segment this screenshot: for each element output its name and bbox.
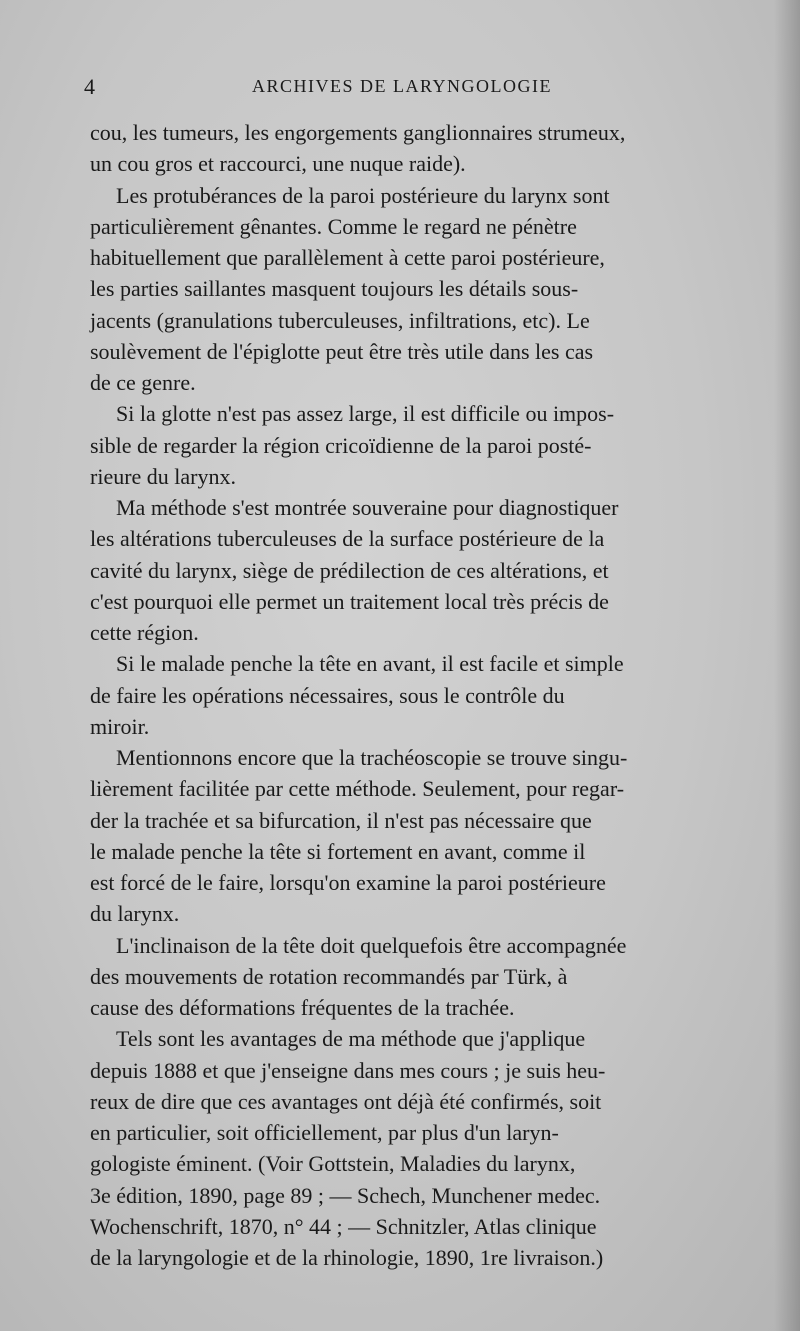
text-line: Les protubérances de la paroi postérieure du larynx sont [116, 182, 610, 208]
text-line: soulèvement de l'épiglotte peut être très utile dans les cas [90, 338, 594, 364]
text-line: lièrement facilitée par cette méthode. Seulement, pour regar- [90, 776, 625, 802]
text-line: L'inclinaison de la tête doit quelquefois être accompagnée [116, 932, 627, 958]
text-line: les parties saillantes masquent toujours les détails sous- [90, 276, 579, 302]
page-header [84, 74, 734, 104]
paragraph [90, 117, 740, 180]
body-text [90, 117, 740, 1273]
text-line: miroir. [90, 713, 150, 739]
page-edge-shadow [774, 0, 800, 1331]
text-line: Tels sont les avantages de ma méthode que j'applique [116, 1026, 586, 1052]
text-line: rieure du larynx. [90, 463, 236, 489]
text-line: cavité du larynx, siège de prédilection de ces altérations, et [90, 557, 609, 583]
text-line: Si la glotte n'est pas assez large, il est difficile ou impos- [116, 401, 615, 427]
paragraph [90, 398, 740, 492]
paragraph [90, 180, 740, 399]
text-line: depuis 1888 et que j'enseigne dans mes cours ; je suis heu- [90, 1057, 606, 1083]
text-line: cause des déformations fréquentes de la trachée. [90, 995, 515, 1020]
paragraph [90, 742, 740, 930]
text-line: habituellement que parallèlement à cette paroi postérieure, [90, 245, 605, 270]
text-line: est forcé de le faire, lorsqu'on examine la paroi postérieure [90, 870, 606, 895]
running-title: ARCHIVES DE LARYNGOLOGIE [252, 76, 552, 96]
paragraph [90, 648, 740, 742]
text-line: sible de regarder la région cricoïdienne de la paroi posté- [90, 432, 592, 458]
text-line: Wochenschrift, 1870, n° 44 ; — Schnitzler, Atlas clinique [90, 1213, 597, 1239]
text-line: 3e édition, 1890, page 89 ; — Schech, Munchener medec. [90, 1182, 601, 1208]
text-line: le malade penche la tête si fortement en avant, comme il [90, 838, 586, 864]
text-line: cette région. [90, 620, 199, 645]
text-line: reux de dire que ces avantages ont déjà été confirmés, soit [90, 1088, 602, 1114]
text-line: c'est pourquoi elle permet un traitement local très précis de [90, 588, 609, 614]
text-line: cou, les tumeurs, les engorgements ganglionnaires strumeux, [90, 120, 626, 145]
text-line: jacents (granulations tuberculeuses, infiltrations, etc). Le [90, 307, 590, 333]
paragraph [90, 492, 740, 648]
text-line: Si le malade penche la tête en avant, il est facile et simple [116, 651, 624, 677]
text-line: des mouvements de rotation recommandés par Türk, à [90, 963, 568, 989]
text-line: de ce genre. [90, 370, 196, 395]
text-line: Ma méthode s'est montrée souveraine pour diagnostiquer [116, 495, 619, 520]
page-number: 4 [84, 74, 96, 99]
text-line: de faire les opérations nécessaires, sous le contrôle du [90, 682, 565, 708]
text-line: les altérations tuberculeuses de la surface postérieure de la [90, 526, 605, 552]
text-line: un cou gros et raccourci, une nuque raide). [90, 151, 466, 177]
text-line: en particulier, soit officiellement, par plus d'un laryn- [90, 1120, 559, 1145]
text-line: du larynx. [90, 901, 180, 927]
text-line: particulièrement gênantes. Comme le regard ne pénètre [90, 213, 577, 239]
text-line: Mentionnons encore que la trachéoscopie se trouve singu- [116, 745, 628, 770]
text-line: de la laryngologie et de la rhinologie, 1890, 1re livraison.) [90, 1245, 604, 1270]
paragraph [90, 930, 740, 1024]
paragraph [90, 1023, 740, 1273]
text-line: gologiste éminent. (Voir Gottstein, Maladies du larynx, [90, 1151, 576, 1177]
text-line: der la trachée et sa bifurcation, il n'est pas nécessaire que [90, 807, 592, 833]
